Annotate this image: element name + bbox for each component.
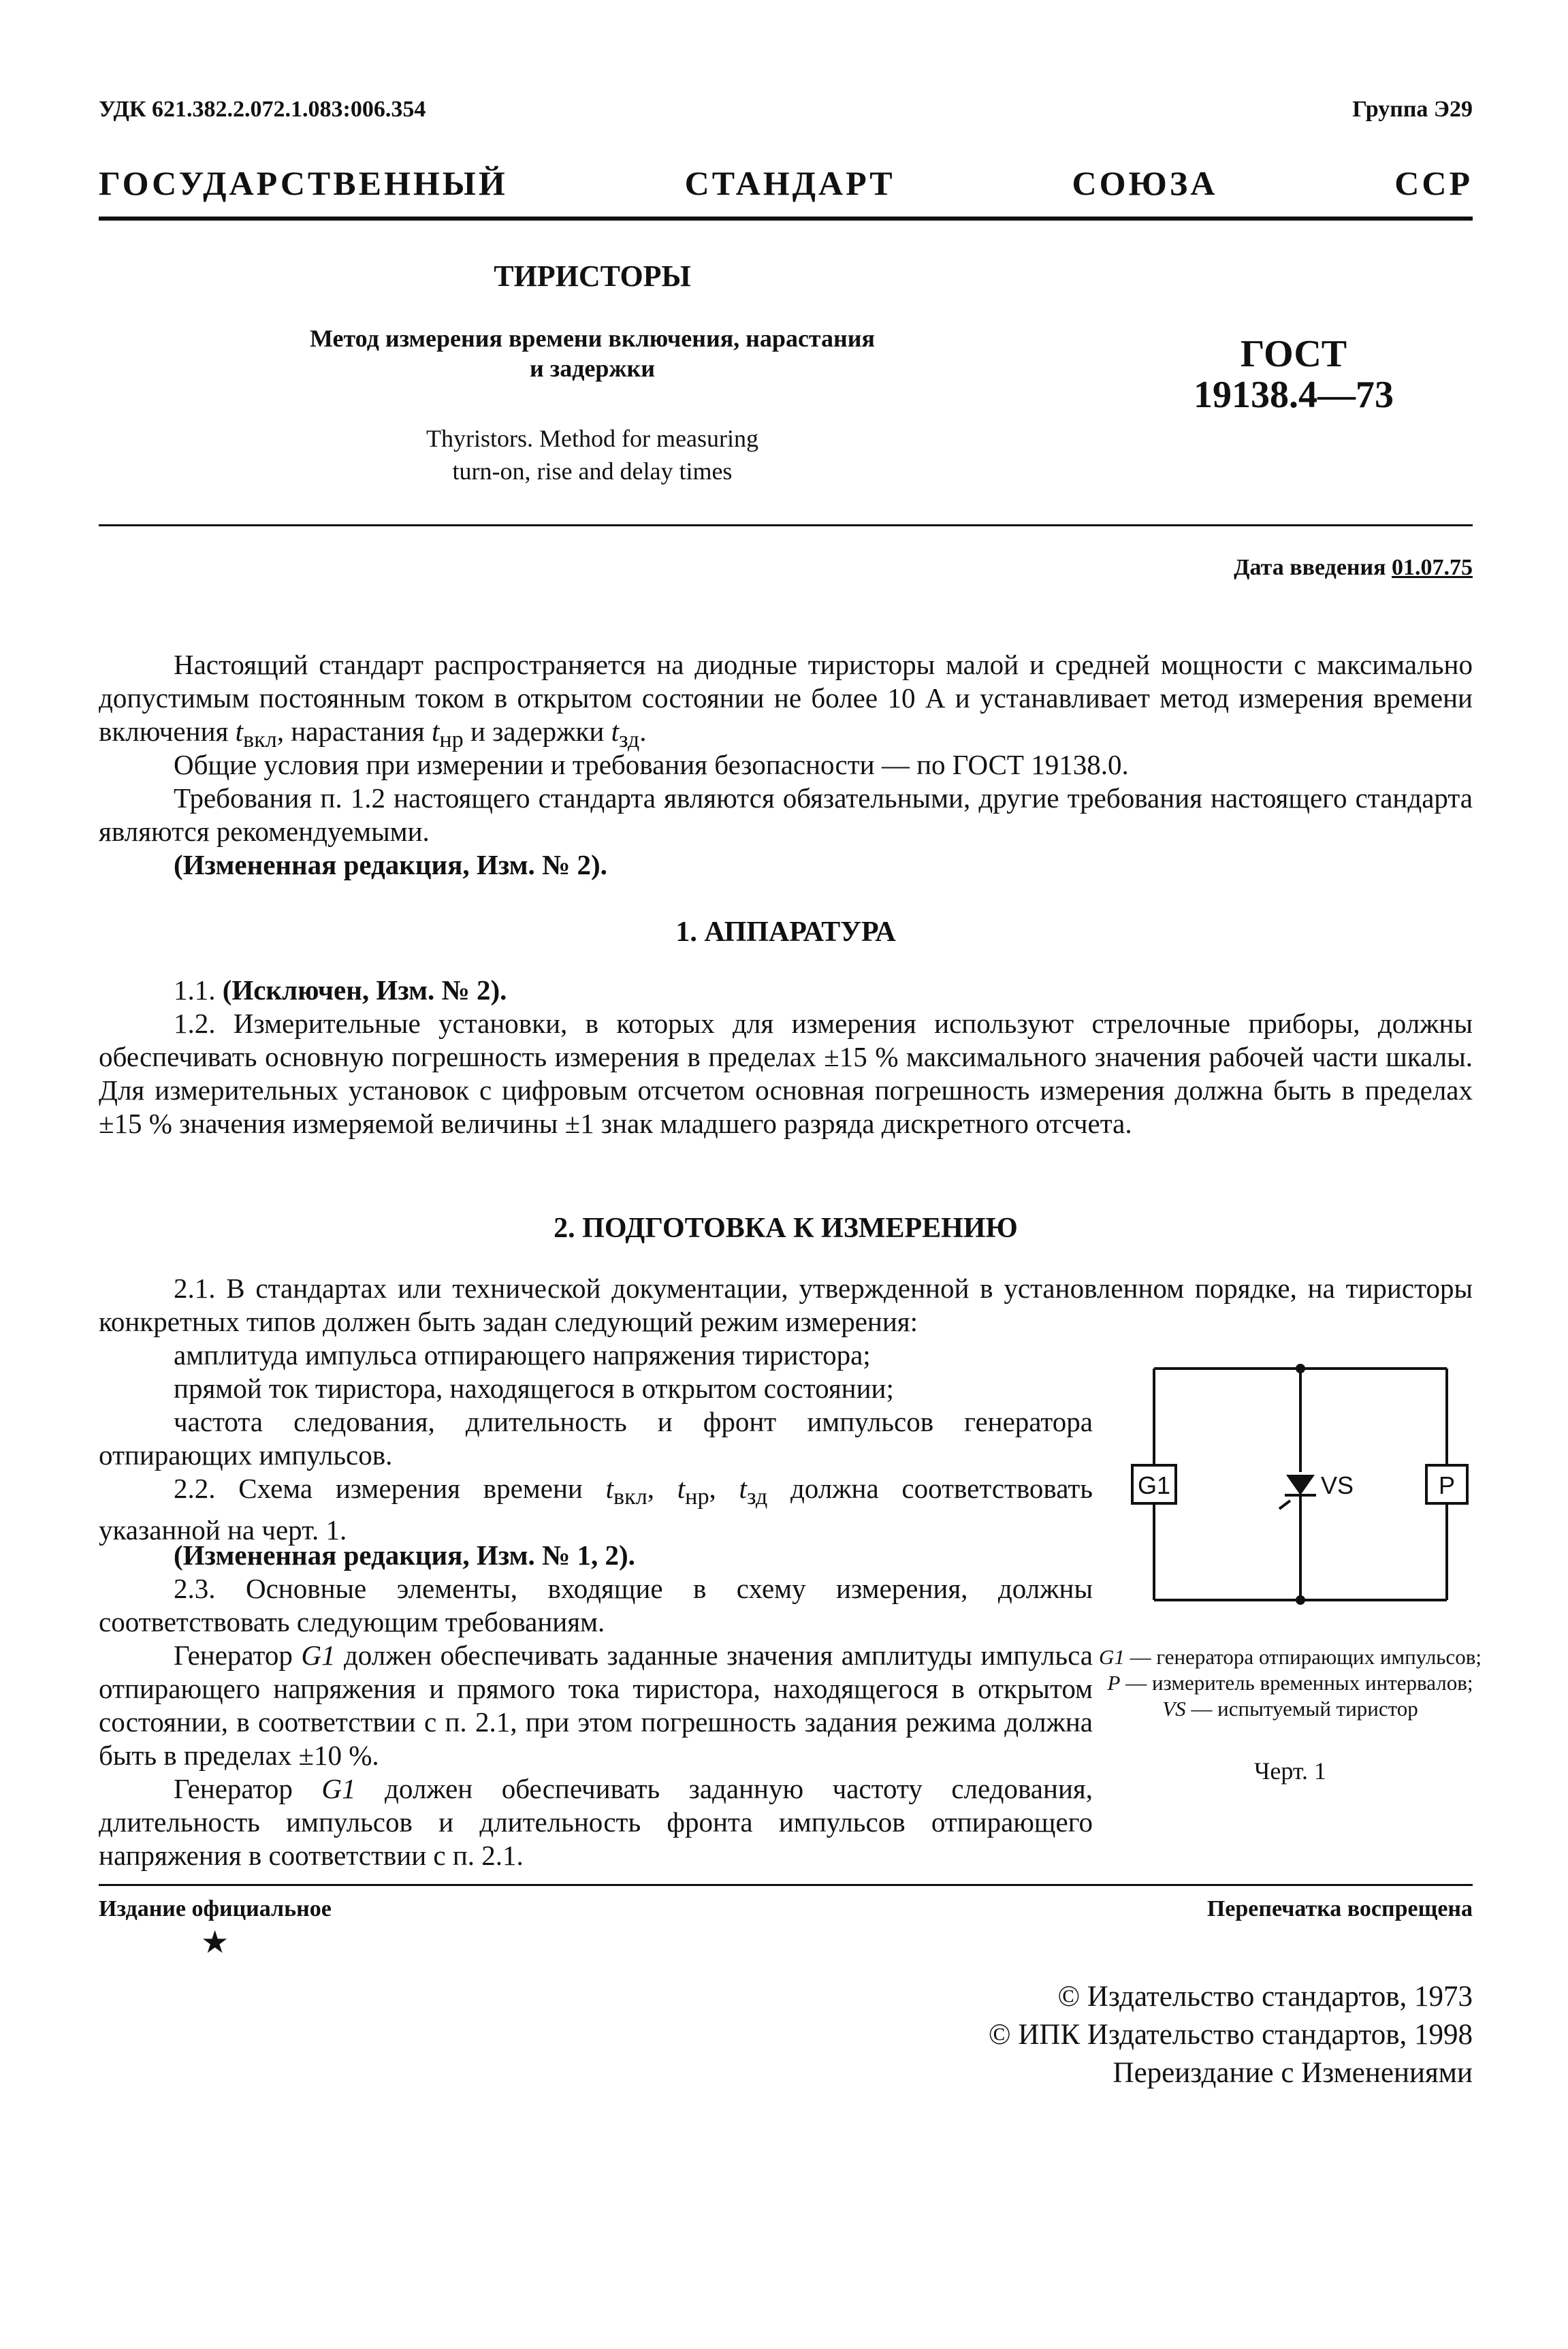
g1-label: G1	[1137, 1471, 1171, 1499]
clause-excluded-note: (Исключен, Изм. № 2).	[222, 974, 507, 1006]
english-title	[340, 422, 844, 488]
document-subtitle	[225, 323, 960, 383]
preamble-text: и задержки	[463, 716, 611, 747]
symbol-t: t	[431, 716, 440, 747]
clause-1-2: 1.2. Измерительные установки, в которых для измерения используют стрелочные приборы, должны обеспечивать основную погрешность измерения в пределах ±15 % максимального значения рабочей части шкалы. Для измерительных установок с цифровым отсчетом основная погрешность измерения должна быть в пределах ±15 % значения измеряемой величины ±1 знак младшего разряда дискретного отсчета.	[99, 1008, 1473, 1139]
caption-symbol: G1	[1099, 1645, 1125, 1669]
clause-text: Генератор	[174, 1640, 302, 1671]
subscript-rise: нр	[685, 1484, 709, 1510]
list-item: прямой ток тиристора, находящегося в открытом состоянии;	[174, 1373, 894, 1404]
reprint-prohibited: Перепечатка воспрещена	[1206, 1896, 1473, 1921]
caption-symbol: VS	[1162, 1697, 1186, 1721]
subscript-delay: зд	[618, 727, 640, 753]
generator-requirement-2	[99, 1772, 1093, 1872]
copyright-line: © ИПК Издательство стандартов, 1998	[988, 2019, 1473, 2051]
subtitle-line: и задержки	[529, 355, 655, 382]
clause-1-1	[99, 974, 1473, 1007]
clause-text: должна соответствовать указанной на черт. 1.	[99, 1473, 1093, 1546]
clause-text: должен обеспечивать заданную частоту следования, длительность импульсов и длительность фронта импульсов отпирающего напряжения в соответствии с п. 2.1.	[99, 1773, 1093, 1871]
generator-symbol: G1	[321, 1773, 356, 1804]
preamble-text: , нарастания	[276, 716, 432, 747]
measurement-circuit-diagram	[1127, 1355, 1481, 1627]
preamble-paragraph: Общие условия при измерении и требования безопасности — по ГОСТ 19138.0.	[174, 749, 1129, 780]
reissue-note: Переиздание с Изменениями	[1113, 2057, 1473, 2089]
subscript-delay: зд	[746, 1484, 768, 1510]
english-title-line: turn-on, rise and delay times	[452, 458, 733, 485]
symbol-t: t	[677, 1473, 686, 1504]
preamble-paragraph: Настоящий стандарт распространяется на диодные тиристоры малой и средней мощности с максимально допустимым постоянным током в открытом состоянии не более 10 А и устанавливает метод измерения времени включения $t_{вкл}$, нарастания $t_{нр}$ и задержки $t_{зд}$.	[99, 649, 1473, 753]
caption-text: — испытуемый тиристор	[1185, 1697, 1418, 1721]
gost-designation	[1123, 334, 1464, 415]
introduction-date-value: 01.07.75	[1392, 555, 1473, 580]
introduction-date	[1234, 555, 1473, 581]
thyristor-gate	[1279, 1501, 1290, 1509]
clause-2-2: 2.2. Схема измерения времени $t_{вкл}$, $t_{нр}$, $t_{зд}$ должна соответствовать указанной на черт. 1.	[99, 1473, 1093, 1546]
clause-number: 1.1.	[174, 974, 216, 1006]
junction-dot	[1296, 1595, 1305, 1605]
group-code: Группа Э29	[1352, 97, 1473, 122]
list-item: амплитуда импульса отпирающего напряжения тиристора;	[174, 1339, 871, 1371]
generator-symbol: G1	[301, 1640, 336, 1671]
list-item: частота следования, длительность и фронт импульсов генератора отпирающих импульсов.	[99, 1406, 1093, 1471]
symbol-t: t	[611, 716, 619, 747]
gost-label: ГОСТ	[1240, 333, 1347, 375]
clause-text: 2.2. Схема измерения времени	[174, 1473, 606, 1504]
caption-text: — генератора отпирающих импульсов;	[1124, 1645, 1482, 1669]
symbol-t: t	[235, 716, 244, 747]
figure-label: Черт. 1	[1254, 1757, 1326, 1785]
preamble-text: Настоящий стандарт распространяется на диодные тиристоры малой и средней мощности с максимально допустимым постоянным током в открытом состоянии не более 10 А и устанавливает метод измерения времени включения	[99, 649, 1473, 747]
header-rule	[99, 217, 1473, 221]
thyristor-icon	[1286, 1475, 1315, 1495]
english-title-line: Thyristors. Method for measuring	[426, 425, 758, 452]
generator-requirement-1	[99, 1639, 1093, 1772]
official-edition: Издание официальное	[99, 1896, 332, 1921]
introduction-date-label: Дата введения	[1234, 555, 1386, 580]
amendment-note: (Измененная редакция, Изм. № 2).	[174, 849, 607, 880]
symbol-t: t	[739, 1473, 747, 1504]
title-rule	[99, 524, 1473, 526]
udc-code: УДК 621.382.2.072.1.083:006.354	[99, 97, 426, 122]
subtitle-line: Метод измерения времени включения, нарастания	[309, 325, 876, 352]
clause-text: должен обеспечивать заданные значения амплитуды импульса отпирающего напряжения и прямого тока тиристора, находящегося в открытом состоянии, в соответствии с п. 2.1, при этом погрешность задания режима должна быть в пределах ±10 %.	[99, 1640, 1093, 1771]
subscript-rise: нр	[439, 727, 464, 753]
copyright-line: © Издательство стандартов, 1973	[1057, 1981, 1473, 2013]
subscript-on: вкл	[243, 727, 277, 753]
caption-symbol: P	[1107, 1671, 1121, 1695]
p-label: P	[1438, 1471, 1456, 1499]
footer-rule	[99, 1884, 1473, 1886]
caption-text: — измеритель временных интервалов;	[1120, 1671, 1473, 1695]
vs-label: VS	[1321, 1471, 1354, 1499]
preamble-paragraph: Требования п. 1.2 настоящего стандарта являются обязательными, другие требования настоящего стандарта являются рекомендуемыми.	[99, 782, 1473, 847]
figure-caption	[1096, 1644, 1484, 1722]
gost-number: 19138.4—73	[1194, 374, 1394, 416]
section-heading: 2. ПОДГОТОВКА К ИЗМЕРЕНИЮ	[554, 1213, 1018, 1244]
star-icon: ★	[201, 1925, 229, 1960]
clause-text: Генератор	[174, 1773, 322, 1804]
document-title: ТИРИСТОРЫ	[494, 259, 691, 293]
symbol-t: t	[605, 1473, 613, 1504]
clause-2-3: 2.3. Основные элементы, входящие в схему измерения, должны соответствовать следующим требованиям.	[99, 1573, 1093, 1637]
copyright-block	[989, 1978, 1473, 2092]
junction-dot	[1296, 1364, 1305, 1373]
subscript-on: вкл	[613, 1484, 647, 1510]
section-heading: 1. АППАРАТУРА	[675, 916, 896, 948]
standard-banner: ГОСУДАРСТВЕННЫЙ СТАНДАРТ СОЮЗА ССР	[99, 164, 1473, 202]
clause-2-1: 2.1. В стандартах или технической документации, утвержденной в установленном порядке, на тиристоры конкретных типов должен быть задан следующий режим измерения:	[99, 1273, 1473, 1337]
amendment-note: (Измененная редакция, Изм. № 1, 2).	[174, 1539, 635, 1571]
